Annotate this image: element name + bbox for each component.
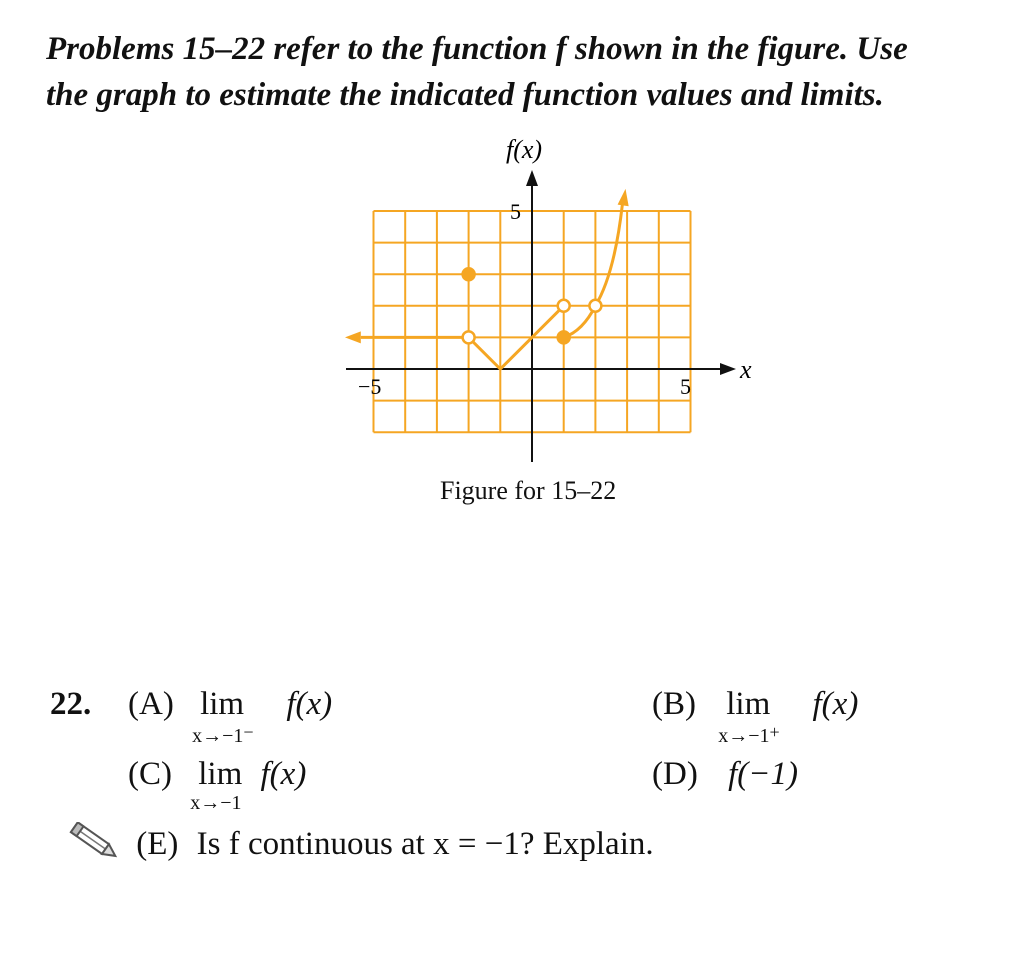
part-a-limit xyxy=(192,686,254,747)
part-a-subscript: x→−1− xyxy=(192,722,254,747)
part-b-subscript: x→−1+ xyxy=(718,722,780,747)
part-d-label: (D) xyxy=(652,756,698,792)
y-axis-arrow xyxy=(526,170,538,186)
part-c-fx: f(x) xyxy=(260,756,307,792)
part-a-label: (A) xyxy=(128,686,174,722)
part-a xyxy=(128,686,333,747)
closed-point xyxy=(463,268,475,280)
intro-line-1: Problems 15–22 refer to the function f shown in the figure. Use xyxy=(46,31,908,67)
part-a-lim: lim xyxy=(200,686,245,722)
part-c-lim: lim xyxy=(198,756,243,792)
x-axis-arrow xyxy=(720,363,736,375)
function-curve xyxy=(345,189,629,369)
part-b-fx: f(x) xyxy=(812,686,859,722)
part-e xyxy=(66,822,654,863)
part-e-text: Is f continuous at x = −1? Explain. xyxy=(196,826,654,862)
tick-label-y-5: 5 xyxy=(510,199,521,224)
open-point xyxy=(558,300,570,312)
figure-caption: Figure for 15–22 xyxy=(440,476,617,505)
tick-label-x-5: 5 xyxy=(680,374,691,399)
part-c-limit xyxy=(190,756,243,814)
intro-line-2: the graph to estimate the indicated function values and limits. xyxy=(46,77,884,113)
curve-left-arrow xyxy=(345,331,361,343)
part-b-limit xyxy=(718,686,780,747)
part-b-lim: lim xyxy=(726,686,771,722)
y-axis-label: f(x) xyxy=(506,135,543,164)
closed-point xyxy=(558,331,570,343)
open-point xyxy=(589,300,601,312)
part-b-label: (B) xyxy=(652,686,696,722)
tick-label-x-neg5: −5 xyxy=(358,374,382,399)
part-c-subscript: x→−1 xyxy=(190,792,242,814)
open-point xyxy=(463,331,475,343)
part-b xyxy=(652,686,859,747)
part-d-fx: f(−1) xyxy=(728,756,798,792)
curve-segment-right xyxy=(564,205,623,338)
part-c-label: (C) xyxy=(128,756,172,792)
pencil-icon xyxy=(66,822,122,860)
part-a-fx: f(x) xyxy=(286,686,333,722)
part-d xyxy=(652,756,798,793)
part-c xyxy=(128,756,307,814)
problem-number: 22. xyxy=(50,686,92,722)
part-e-label: (E) xyxy=(136,826,179,862)
curve-right-arrow xyxy=(618,189,629,206)
x-axis-label: x xyxy=(740,355,752,384)
